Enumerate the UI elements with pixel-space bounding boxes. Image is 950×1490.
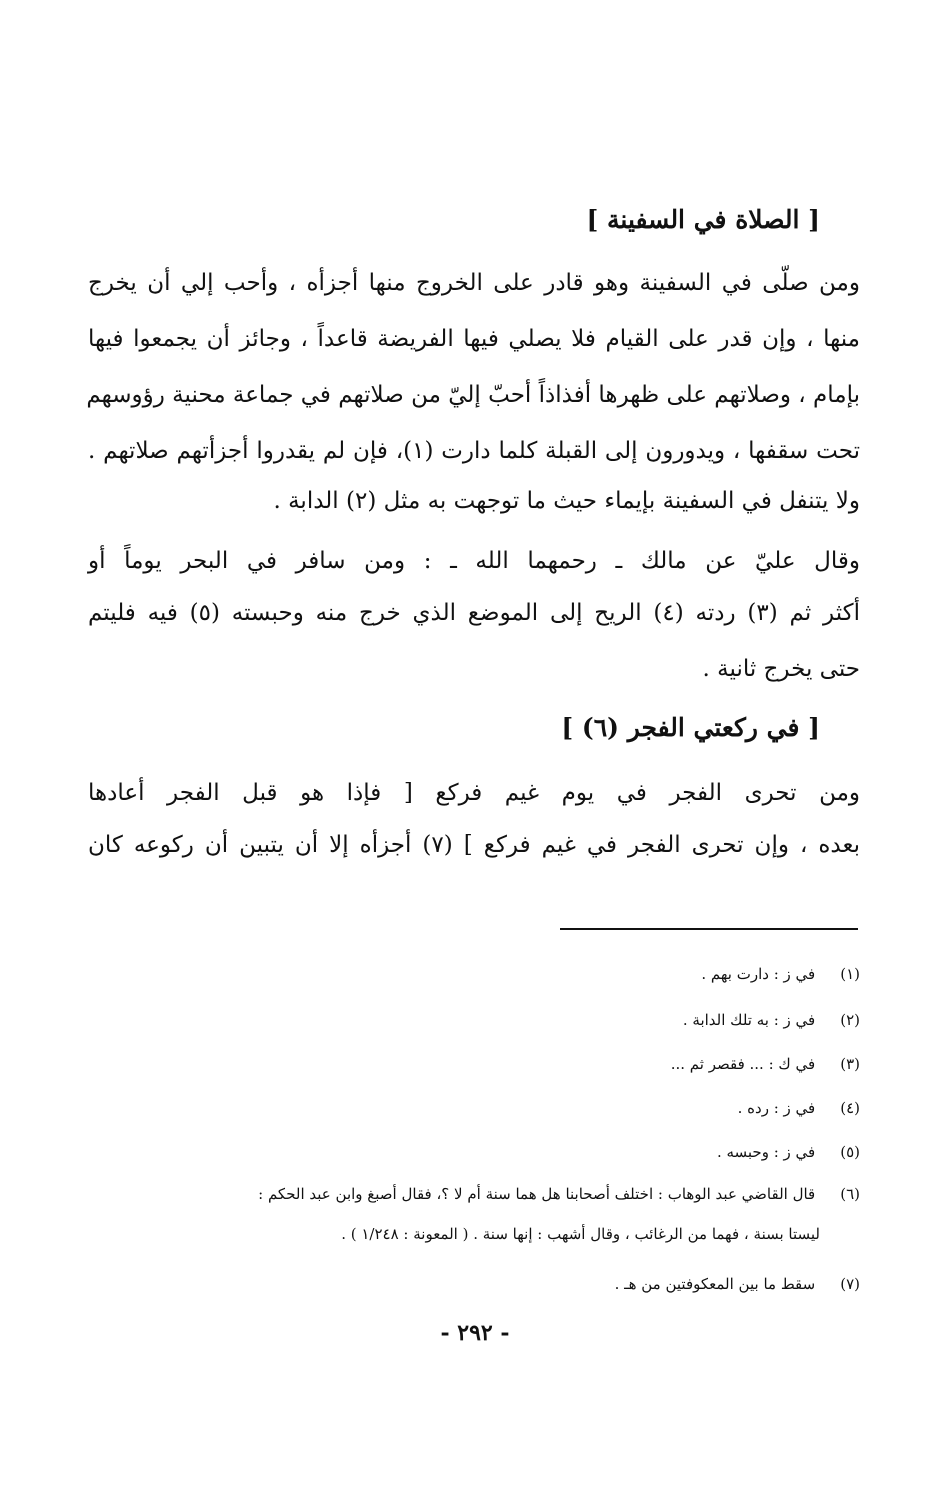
body-line: ومن صلّى في السفينة وهو قادر على الخروج منها أجزأه ، وأحب إلي أن يخرج <box>88 270 860 296</box>
footnote <box>85 962 860 986</box>
footnote-text: في ك : ... فقصر ثم ... <box>670 1055 816 1073</box>
footnote-text: قال القاضي عبد الوهاب : اختلف أصحابنا هل هما سنة أم لا ؟، فقال أصبغ وابن عبد الحكم : <box>258 1185 816 1203</box>
footnote-text: سقط ما بين المعكوفتين من هـ . <box>614 1275 816 1293</box>
body-line: تحت سقفها ، ويدورون إلى القبلة كلما دارت (١)، فإن لم يقدروا أجزأتهم صلاتهم . <box>88 438 860 464</box>
section-heading-ship-prayer: [ الصلاة في السفينة ] <box>586 205 820 234</box>
footnote <box>85 1272 860 1296</box>
body-line: بعده ، وإن تحرى الفجر في غيم فركع ] (٧) أجزأه إلا أن يتبين أن ركوعه كان <box>88 832 860 858</box>
footnote <box>85 1182 860 1206</box>
page-number: - ٢٩٢ - <box>440 1320 510 1346</box>
footnote <box>85 1140 860 1164</box>
footnote-number: (٣) <box>840 1055 860 1073</box>
body-line: حتى يخرج ثانية . <box>702 656 860 682</box>
body-line: منها ، وإن قدر على القيام فلا يصلي فيها الفريضة قاعداً ، وجائز أن يجمعوا فيها <box>88 326 860 352</box>
footnote <box>85 1052 860 1076</box>
section-heading-fajr: [ في ركعتي الفجر (٦) ] <box>561 713 820 742</box>
body-line: ومن تحرى الفجر في يوم غيم فركع [ فإذا هو قبل الفجر أعادها <box>88 780 860 806</box>
footnote <box>85 1008 860 1032</box>
footnote-number: (٦) <box>840 1185 860 1203</box>
body-line: بإمام ، وصلاتهم على ظهرها أفذاذاً أحبّ إليّ من صلاتهم في جماعة محنية رؤوسهم <box>86 382 860 408</box>
body-line: ولا يتنفل في السفينة بإيماء حيث ما توجهت به مثل (٢) الدابة . <box>273 488 860 514</box>
footnote <box>85 1096 860 1120</box>
footnote-number: (٧) <box>840 1275 860 1293</box>
footnote-text: في ز : رده . <box>737 1099 816 1117</box>
body-line: وقال عليّ عن مالك ـ رحمهما الله ـ : ومن سافر في البحر يوماً أو <box>88 548 860 574</box>
footnote-continuation: ليستا بسنة ، فهما من الرغائب ، وقال أشهب : إنها سنة . ( المعونة : ١/٢٤٨ ) . <box>341 1225 820 1243</box>
footnote-number: (١) <box>840 965 860 983</box>
footnote-separator <box>560 928 858 930</box>
footnote-number: (٥) <box>840 1143 860 1161</box>
footnote-number: (٢) <box>840 1011 860 1029</box>
footnote-text: في ز : وحبسه . <box>716 1143 816 1161</box>
body-line: أكثر ثم (٣) ردته (٤) الريح إلى الموضع الذي خرج منه وحبسته (٥) فيه فليتم <box>88 600 860 626</box>
footnote-number: (٤) <box>840 1099 860 1117</box>
footnote-text: في ز : به تلك الدابة . <box>682 1011 816 1029</box>
footnote-text: في ز : دارت بهم . <box>701 965 816 983</box>
